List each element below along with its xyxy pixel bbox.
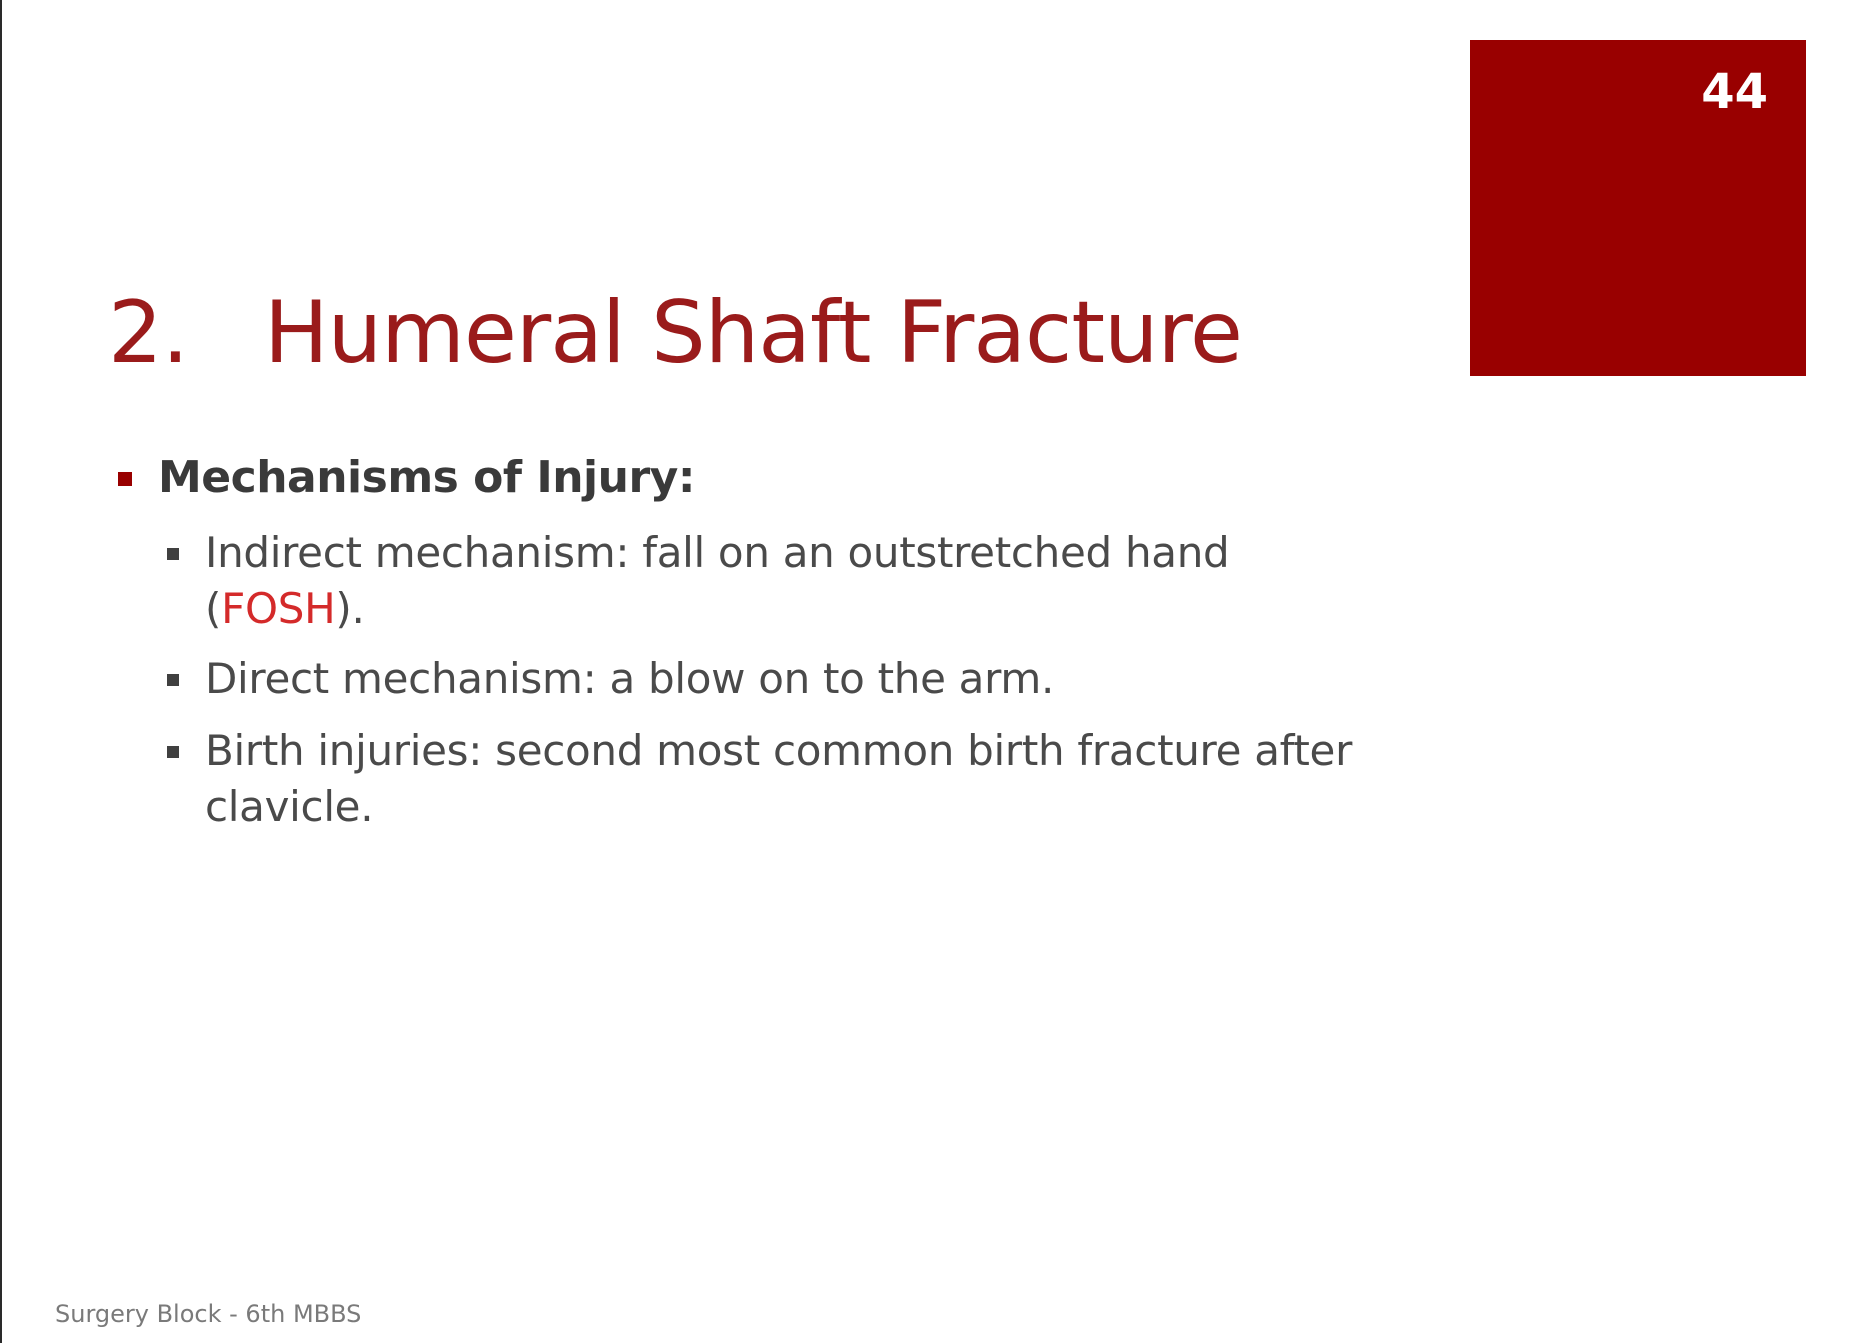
- slide-title: [108, 283, 1242, 383]
- section-heading: Mechanisms of Injury:: [158, 452, 695, 503]
- slide-title-number: 2.: [108, 283, 189, 383]
- slide-number-box: [1470, 40, 1806, 376]
- list-item-indirect-mechanism: [205, 525, 1355, 637]
- list-item-text: ).: [335, 584, 365, 633]
- list-item-direct-mechanism: Direct mechanism: a blow on to the arm.: [205, 654, 1054, 703]
- slide-title-text: Humeral Shaft Fracture: [264, 283, 1242, 383]
- square-bullet-icon: [167, 548, 179, 560]
- slide-number: 44: [1701, 64, 1768, 120]
- square-bullet-icon: [167, 674, 179, 686]
- slide-footer: Surgery Block - 6th MBBS: [55, 1300, 362, 1328]
- square-bullet-icon: [167, 746, 179, 758]
- list-item-text: Indirect mechanism: fall on an outstretched hand (: [205, 528, 1230, 633]
- slide-left-border: [0, 0, 2, 1343]
- square-bullet-icon: [118, 472, 132, 486]
- list-item-birth-injuries: Birth injuries: second most common birth fracture after clavicle.: [205, 726, 1353, 831]
- fosh-highlight: FOSH: [221, 584, 336, 633]
